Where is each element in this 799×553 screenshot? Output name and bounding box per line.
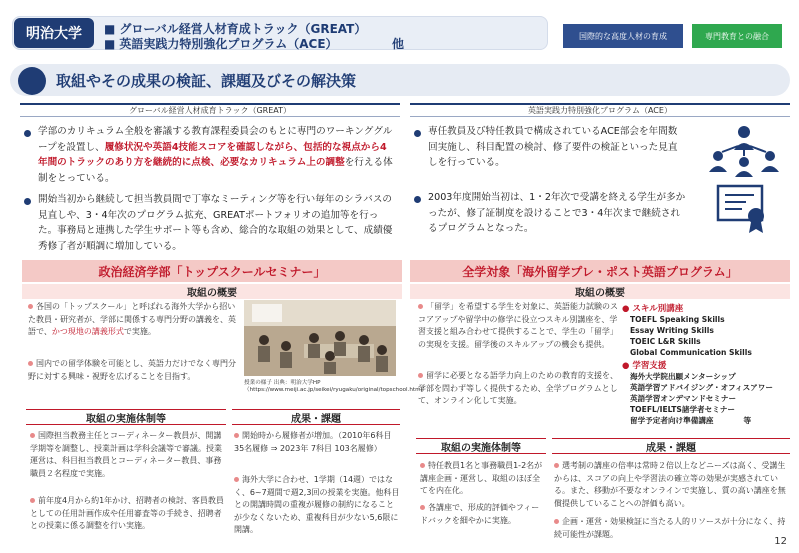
pink-dot (420, 505, 425, 510)
left-overview-title: 取組の概要 (22, 284, 402, 299)
program-ace: 英語実践力特別強化プログラム（ACE） (119, 37, 338, 51)
pink-dot (234, 433, 239, 438)
pink-dot (28, 304, 33, 309)
skill-item: Essay Writing Skills (630, 326, 714, 335)
left-overview-p2 (28, 358, 236, 383)
right-program-band: 全学対象「海外留学プレ・ポスト英語プログラム」 (410, 260, 790, 282)
program-line-2 (104, 35, 338, 52)
right-impl-p2-text: 各講座で、形成的評価やフィードバックを細やかに実施。 (420, 503, 540, 525)
photo-caption-text: 授業の様子 出典：明治大学HP (244, 380, 321, 386)
left-impl-p1-text: 国際担当教務主任とコーディネーター教員が、開講学期等を調整し、授業計画は学科会議等で審議。授業運営は、科目担当教員とコーディネーター教員、事務職員２名程度で実施。 (30, 431, 222, 478)
right-impl-p1 (420, 460, 546, 498)
skills-title-text: スキル別講座 (632, 304, 684, 314)
pink-dot (30, 498, 35, 503)
pink-dot (28, 361, 33, 366)
left-impl-p2 (30, 495, 226, 533)
university-label: 明治大学 (14, 18, 94, 48)
left-overview-p2-text: 国内での留学体験を可能とし、英語力だけでなく専門分野に対する興味・視野を広げることを目指す。 (28, 359, 236, 381)
skill-item: TOEIC L&R Skills (630, 337, 701, 346)
left-overview-p1-tail: で実施。 (123, 327, 156, 337)
left-bullet-1-text: 学部のカリキュラム全般を審議する教育課程委員会のもとに専門のワーキンググループを設置し、 (38, 126, 393, 153)
right-overview-p2 (418, 370, 618, 408)
left-impl-p2-text: 前年度4月から約1年かけ、招聘者の検討、客員教員としての任用計画作成や任用審査等の手続き、招聘者との授業に係る調整を行い実施。 (30, 496, 224, 531)
right-bullet-1: 専任教員及び特任教員で構成されているACE部会を年間数回実施し、科目配置の検討、修了要件の検証といった見直しを行っている。 (428, 126, 678, 168)
left-impl-title: 取組の実施体制等 (26, 409, 226, 425)
left-bullet-1 (38, 124, 394, 186)
pink-dot (234, 477, 239, 482)
tag-international: 国際的な高度人材の育成 (563, 24, 683, 48)
right-impl-p2 (420, 502, 546, 527)
photo-caption (244, 380, 428, 395)
support-title-text: 学習支援 (632, 361, 667, 371)
right-bullet-2: 2003年度開始当初は、1・2年次で受講を終える学生が多かったが、修了証制度を設けることで3・4年次まで継続されるプログラムとなった。 (428, 192, 686, 234)
left-overview-p1-text: 各国の「トップスクール」と呼ばれる海外大学から招いた教員・研究者が、学部に関係する専門分野の講義を、英語で、 (28, 302, 236, 337)
skills-title: ● スキル別講座 (622, 304, 684, 314)
left-overview-p1 (28, 301, 236, 339)
left-result-title: 成果・課題 (232, 409, 400, 425)
left-result-p2 (234, 474, 400, 537)
right-result-p2 (554, 516, 790, 541)
left-result-p2-text: 海外大学に合わせ、1学期（14週）ではなく、6~7週間で週2,3回の授業を実施。他科目との開講時間の重複が履修の制約になることが少なくないため、重複科目が少ない5,6限に開講。 (234, 475, 400, 535)
support-items (622, 371, 792, 426)
support-item: TOEFL/IELTS諸学者セミナー (630, 405, 736, 414)
certificate-icon (716, 184, 772, 234)
left-impl-p1 (30, 430, 226, 480)
skills-items (622, 314, 792, 358)
skill-item: TOEFL Speaking Skills (630, 315, 725, 324)
right-result-p2-text: 企画・運営・効果検証に当たる人的リソースが十分になく、持続可能性が課題。 (554, 517, 786, 539)
right-overview-p2-text: 留学に必要となる語学力向上のための教育的支援を、学部を問わず等しく提供するため、全学プログラムとして、オンライン化して実施。 (418, 371, 618, 406)
bullet-dot (414, 196, 421, 203)
others-label: 他 (392, 37, 405, 51)
support-item-last (630, 415, 792, 426)
support-item: 海外大学院出願メンターシップ (630, 372, 736, 381)
right-result-title: 成果・課題 (552, 438, 790, 454)
program-great: グローバル経営人材育成トラック（GREAT） (119, 22, 367, 36)
title-circle-icon (18, 67, 46, 95)
program-bullet-2: ■ (104, 37, 116, 51)
bullet-dot (414, 130, 421, 137)
tag-specialized: 専門教育との融合 (692, 24, 782, 48)
support-item: 留学予定者向け準備講座 (630, 416, 714, 425)
pink-dot (554, 463, 559, 468)
right-impl-p1-text: 特任教員1名と事務職員1-2名が講座企画・運営し、取組のほぼ全てを内在化。 (420, 461, 543, 496)
page-title: 取組やその成果の検証、課題及びその解決策 (56, 72, 357, 90)
right-overview-title: 取組の概要 (410, 284, 790, 299)
pink-dot (418, 304, 423, 309)
left-result-p1 (234, 430, 400, 455)
pink-dot (420, 463, 425, 468)
photo-caption-url: （https://www.meiji.ac.jp/seikei/ryugaku/original/topschool.html） (244, 387, 428, 394)
left-bullet-2: 開始当初から継続して担当教員間で丁寧なミーティング等を行い毎年のシラバスの見直しや、3・4年次のプログラム拡充、GREATポートフォリオの追加等を行った。事務局と連携した学生サポート等も含め、総合的な取組の効果として、成績優秀修了者が順調に増加している。 (38, 194, 393, 252)
right-overview-p1-text: 「留学」を希望する学生を対象に、英語能力試験のスコアアップや留学中の修学に役立つスキル別講座を、学習支援と組み合わせて提供することで、学生の「留学」の実現を支援。留学後のスキルアップの機会も提供。 (418, 302, 618, 349)
left-seminar-band: 政治経済学部「トップスクールセミナー」 (22, 260, 402, 282)
bullet-dot (24, 198, 31, 205)
bullet-dot (24, 130, 31, 137)
pink-dot (554, 519, 559, 524)
right-impl-title: 取組の実施体制等 (416, 438, 546, 454)
right-result-p1-text: 選考制の講座の倍率は常時２倍以上などニーズは高く、受講生からは、スコアの向上や学習法の確立等の効果が実感されている。また、移動が不要なオンラインで実施し、質の高い講座を無償提供していることへの評価も高い。 (554, 461, 786, 508)
support-title: ● 学習支援 (622, 361, 667, 371)
support-item: 英語学習アドバイジング・オフィスアワー (630, 383, 773, 392)
people-network-icon (706, 122, 782, 178)
classroom-photo (244, 300, 396, 376)
skills-list (622, 302, 792, 426)
pink-dot (418, 373, 423, 378)
page-number: 12 (774, 536, 787, 547)
left-bullet-1-tail: を行える体制をとっている。 (38, 157, 393, 184)
program-bullet-1: ■ (104, 22, 116, 36)
left-result-p1-text: 開始時から履修者が増加。（2010年6科目 35名履修 ⇒ 2023年 7科目 103名履修） (234, 431, 392, 453)
right-column-header: 英語実践力特別強化プログラム（ACE） (410, 103, 790, 117)
right-result-p1 (554, 460, 790, 510)
left-bullet-1-highlight: 履修状況や英語4技能スコアを確認しながら、包括的な視点から4年間のトラックのあり方を継続的に点検、必要なカリキュラム上の調整 (38, 141, 387, 168)
left-column-header: グローバル経営人材成育トラック（GREAT） (20, 103, 400, 117)
skill-item: Global Communication Skills (630, 348, 752, 357)
left-overview-p1-highlight: かつ現地の講義形式 (51, 327, 124, 337)
support-etc: 等 (743, 416, 752, 425)
support-item: 英語学習オンデマンドセミナー (630, 394, 737, 403)
right-overview-p1 (418, 301, 618, 351)
pink-dot (30, 433, 35, 438)
